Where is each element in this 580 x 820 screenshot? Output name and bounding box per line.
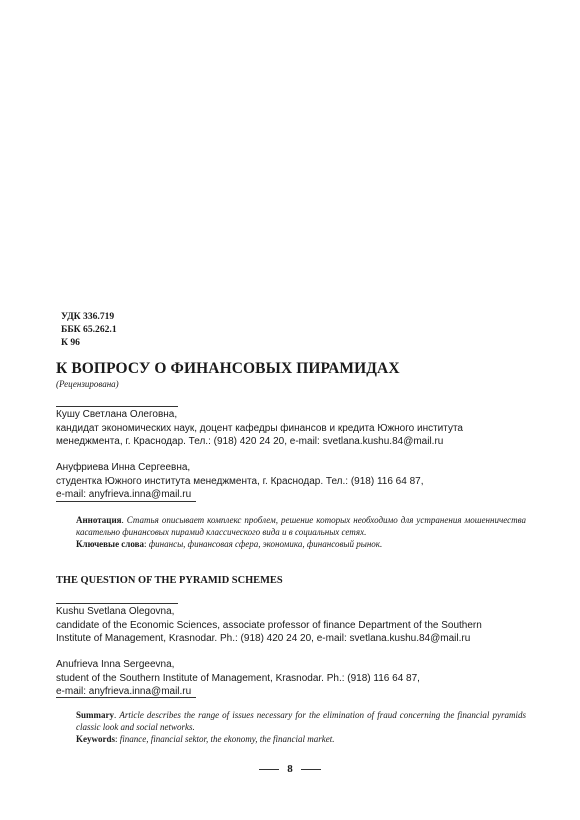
divider-ru-bottom	[56, 501, 196, 502]
author-en-2	[56, 658, 526, 699]
reviewed-note: (Рецензирована)	[56, 379, 119, 389]
author-en-1	[56, 605, 526, 646]
summary-en: Summary. Article describes the range of issues necessary for the elimination of fraud concerning the financial pyramids classic look and social networks. Keywords: finance, financial sektor, the ekonomy, the financial market.	[76, 710, 526, 744]
article-title-ru: К ВОПРОСУ О ФИНАНСОВЫХ ПИРАМИДАХ	[56, 360, 400, 377]
divider-en-bottom	[56, 697, 196, 698]
page-number-value: 8	[287, 763, 293, 775]
udk-code: УДК 336.719	[61, 311, 115, 322]
summary-label: Summary	[76, 710, 114, 720]
author-ru-2	[56, 461, 526, 502]
author-name: Кушу Светлана Олеговна,	[56, 409, 178, 420]
page-number-dash-left	[259, 769, 279, 770]
keywords-text: финансы, финансовая сфера, экономика, финансовый рынок.	[148, 539, 383, 549]
author-contacts: e-mail: anyfrieva.inna@mail.ru	[56, 686, 192, 697]
author-name: Kushu Svetlana Olegovna,	[56, 606, 175, 617]
author-affiliation: студентка Южного института менеджмента, г. Краснодар. Тел.: (918) 116 64 87,	[56, 475, 424, 487]
divider-en-top	[56, 603, 178, 604]
keywords-label: Ключевые слова	[76, 539, 144, 549]
bbk-code: ББК 65.262.1	[61, 324, 117, 335]
author-contacts: Institute of Management, Krasnodar. Ph.: (918) 420 24 20, e-mail: svetlana.kushu.84@mail.ru	[56, 633, 471, 644]
article-title-en: THE QUESTION OF THE PYRAMID SCHEMES	[56, 575, 283, 586]
classification-codes	[61, 310, 117, 349]
author-affiliation: кандидат экономических наук, доцент кафедры финансов и кредита Южного института	[56, 422, 463, 434]
author-mark-code: К 96	[61, 337, 80, 348]
author-name: Ануфриева Инна Сергеевна,	[56, 462, 191, 473]
divider-ru-top	[56, 406, 178, 407]
page-number-dash-right	[301, 769, 321, 770]
author-affiliation: student of the Southern Institute of Management, Krasnodar. Ph.: (918) 116 64 87,	[56, 672, 420, 684]
keywords-label: Keywords	[76, 734, 115, 744]
summary-text: Article describes the range of issues necessary for the elimination of fraud concerning the financial pyramids classic look and social networks.	[76, 710, 526, 732]
author-ru-1	[56, 408, 526, 449]
page-number	[0, 763, 580, 775]
author-name: Anufrieva Inna Sergeevna,	[56, 659, 175, 670]
annotation-ru: Аннотация. Статья описывает комплекс проблем, решение которых необходимо для устранения мошенничества касательно финансовых пирамид классического вида и в социальных сетях. Ключевые слова: финансы, финансовая сфера, экономика, финансовый рынок.	[76, 515, 526, 549]
author-affiliation: candidate of the Economic Sciences, associate professor of finance Department of the Southern	[56, 619, 482, 631]
author-contacts: e-mail: anyfrieva.inna@mail.ru	[56, 489, 192, 500]
annotation-text: Статья описывает комплекс проблем, решение которых необходимо для устранения мошенничества касательно финансовых пирамид классического вида и в социальных сетях.	[76, 515, 526, 537]
annotation-label: Аннотация	[76, 515, 122, 525]
keywords-text: finance, financial sektor, the ekonomy, the financial market.	[119, 734, 335, 744]
author-contacts: менеджмента, г. Краснодар. Тел.: (918) 420 24 20, e-mail: svetlana.kushu.84@mail.ru	[56, 436, 444, 447]
